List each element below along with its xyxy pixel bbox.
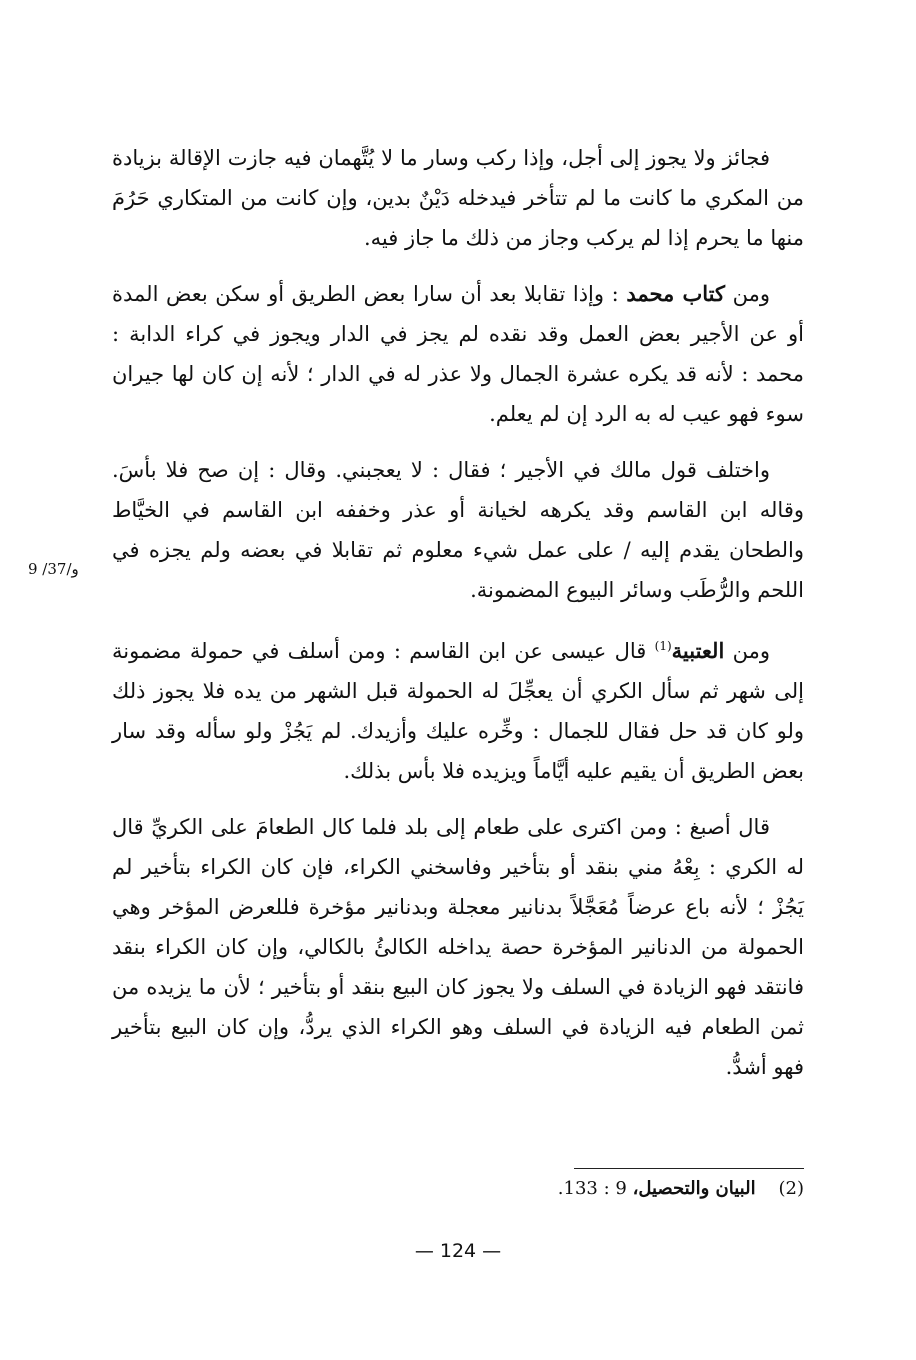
paragraph-5-text: قال أصبغ : ومن اكترى على طعام إلى بلد فلما كال الطعامَ على الكريِّ قال له الكري : بِعْهُ مني بنقد أو بتأخير وفاسخني الكراء، فإن كان الكراء بتأخير لم يَجُزْ ؛ لأنه باع عرضاً مُعَجَّلاً بدنانير معجلة وبدنانير مؤخرة فللعرض المؤخر وهي الحمولة من الدنانير المؤخرة حصة يداخله الكالئُ بالكالي، وإن كان الكراء بنقد فانتقد فهو الزيادة في السلف ولا يجوز كان البيع بنقد أو بتأخير ؛ لأن ما يزيده من ثمن الطعام فيه الزيادة في السلف وهو الكراء الذي يردُّ، وإن كان البيع بتأخير فهو أشدُّ. xyxy=(112,815,804,1079)
main-text xyxy=(112,138,804,1103)
folio-margin-note: 9 /37/و xyxy=(28,560,79,578)
paragraph-1-text: فجائز ولا يجوز إلى أجل، وإذا ركب وسار ما لا يُتَّهمان فيه جازت الإقالة بزيادة من المكري ما كانت ما لم تتأخر فيدخله دَيْنٌ بدين، وإن كانت من المتكاري حَرُمَ منها ما يحرم إذا لم يركب وجاز من ذلك ما جاز فيه. xyxy=(112,146,804,250)
footnote-divider xyxy=(574,1168,804,1169)
footnote xyxy=(480,1178,804,1199)
paragraph-1 xyxy=(112,138,804,258)
source-title-kitab-muhammad: كتاب محمد xyxy=(626,281,726,306)
paragraph-2-lead: ومن xyxy=(725,282,771,306)
footnote-text: 9 : 133. xyxy=(557,1178,633,1199)
paragraph-3-text: واختلف قول مالك في الأجير ؛ فقال : لا يعجبني. وقال : إن صح فلا بأسَ. وقاله ابن القاسم وقد يكرهه لخيانة أو عذر وخففه ابن القاسم في الخيَّاط والطحان يقدم إليه / على عمل شيء معلوم ثم تقابلا في بعضه ولم يجزه في اللحم والرُّطَب وسائر البيوع المضمونة. xyxy=(112,458,804,602)
page-number: — 124 — xyxy=(414,1240,502,1262)
paragraph-2-text: : وإذا تقابلا بعد أن سارا بعض الطريق أو سكن بعض المدة أو عن الأجير بعض العمل وقد نقده لم يجز في الدار ويجوز في كراء الدابة : محمد : لأنه قد يكره عشرة الجمال ولا عذر له في الدار ؛ لأنه إن كان لها جيران سوء فهو عيب له به الرد إن لم يعلم. xyxy=(112,282,804,426)
paragraph-4 xyxy=(112,626,804,791)
paragraph-4-text: قال عيسى عن ابن القاسم : ومن أسلف في حمولة مضمونة إلى شهر ثم سأل الكري أن يعجِّلَ له الحمولة قبل الشهر من يده فلا يجوز ذلك ولو كان قد حل فقال للجمال : وخِّره عليك وأزيدك. لم يَجُزْ ولو سأله وقد سار بعض الطريق أن يقيم عليه أيَّاماً ويزيده فلا بأس بذلك. xyxy=(112,639,804,783)
paragraph-4-lead: ومن xyxy=(724,639,770,663)
paragraph-5 xyxy=(112,807,804,1087)
paragraph-2 xyxy=(112,274,804,434)
source-title-utbiyya: العتبية xyxy=(671,638,725,663)
paragraph-3 xyxy=(112,450,804,610)
footnote-ref: (1) xyxy=(654,639,672,653)
footnote-source-title: البيان والتحصيل، xyxy=(632,1178,756,1199)
footnote-number: (2) xyxy=(778,1178,804,1199)
